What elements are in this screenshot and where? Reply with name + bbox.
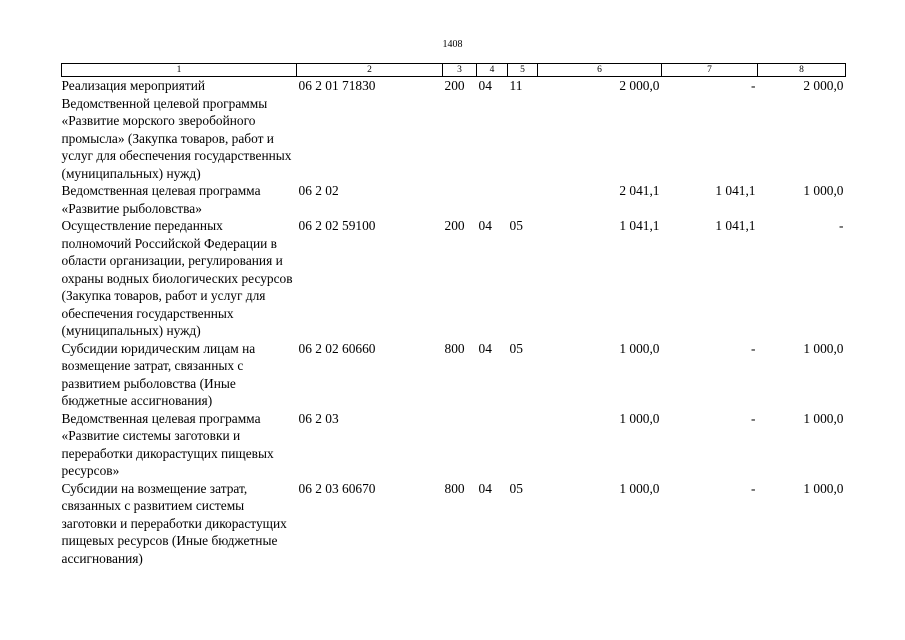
header-col-2: 2: [297, 64, 443, 77]
row-total: 1 000,0: [619, 340, 660, 356]
row-col8: 1 000,0: [803, 410, 844, 426]
table-row: [62, 340, 846, 410]
row-rz: 04: [478, 78, 492, 93]
row-pr: 05: [509, 480, 523, 496]
row-total: 1 000,0: [619, 410, 660, 426]
row-code: 06 2 02: [298, 183, 339, 198]
row-col7: -: [751, 410, 756, 426]
header-col-1: 1: [62, 64, 297, 77]
table-row: [62, 410, 846, 480]
row-name: Реализация мероприятий Ведомственной целевой программы «Развитие морского зверобойного промысла» (Закупка товаров, работ и услуг для обеспечения государственных (муниципальных) нужд): [61, 78, 292, 181]
row-col8: -: [839, 218, 844, 233]
row-name: Ведомственная целевая программа «Развитие системы заготовки и переработки дикорастущих пищевых ресурсов»: [61, 410, 274, 478]
row-code: 06 2 02 59100: [298, 218, 376, 233]
row-pr: 05: [509, 218, 523, 233]
row-total: 2 041,1: [619, 183, 660, 198]
row-pr: [508, 182, 538, 217]
row-code: 06 2 02 60660: [298, 340, 376, 356]
row-name: Субсидии юридическим лицам на возмещение затрат, связанных с развитием рыболовства (Иные бюджетные ассигнования): [61, 340, 256, 408]
row-rz: 04: [478, 480, 492, 496]
row-col8: 2 000,0: [803, 78, 844, 93]
header-col-4: 4: [477, 64, 508, 77]
row-rz: [477, 182, 508, 217]
row-code: 06 2 03: [298, 410, 339, 426]
header-col-5: 5: [508, 64, 538, 77]
table-header: [62, 64, 846, 77]
table-row: [62, 77, 846, 183]
row-total: 2 000,0: [619, 78, 660, 93]
row-col8: 1 000,0: [803, 183, 844, 198]
row-name: Осуществление переданных полномочий Российской Федерации в области организации, регулирования и охраны водных биологических ресурсов (Закупка товаров, работ и услуг для обеспечения государственных (муниципальных) нужд): [61, 218, 293, 338]
row-rz: 04: [478, 218, 492, 233]
table-row: [62, 480, 846, 568]
row-col7: -: [751, 480, 756, 496]
row-rz: [477, 410, 508, 480]
row-total: 1 000,0: [619, 480, 660, 496]
row-vr: 800: [444, 480, 465, 496]
row-total: 1 041,1: [619, 218, 660, 233]
row-vr: 200: [444, 78, 465, 93]
row-col7: 1 041,1: [715, 218, 756, 233]
row-pr: 11: [509, 78, 523, 93]
table-body: [62, 77, 846, 568]
row-code: 06 2 03 60670: [298, 480, 376, 496]
row-vr: 800: [444, 340, 465, 356]
row-col7: 1 041,1: [715, 183, 756, 198]
header-col-3: 3: [443, 64, 477, 77]
row-col7: -: [751, 78, 756, 93]
row-col7: -: [751, 340, 756, 356]
header-row: [62, 64, 846, 77]
row-name: Субсидии на возмещение затрат, связанных с развитием системы заготовки и переработки дикорастущих пищевых ресурсов (Иные бюджетные ассигнования): [61, 480, 287, 566]
row-code: 06 2 01 71830: [298, 78, 376, 93]
row-col8: 1 000,0: [803, 340, 844, 356]
table-row: [62, 182, 846, 217]
page-number: 1408: [442, 39, 463, 50]
row-vr: [443, 182, 477, 217]
row-rz: 04: [478, 340, 492, 356]
row-pr: 05: [509, 340, 523, 356]
row-pr: [508, 410, 538, 480]
row-vr: 200: [444, 218, 465, 233]
table-row: [62, 217, 846, 340]
budget-table: [61, 63, 846, 567]
header-col-7: 7: [662, 64, 758, 77]
row-col8: 1 000,0: [803, 480, 844, 496]
header-col-8: 8: [758, 64, 846, 77]
row-vr: [443, 410, 477, 480]
row-name: Ведомственная целевая программа «Развитие рыболовства»: [61, 183, 261, 216]
header-col-6: 6: [538, 64, 662, 77]
